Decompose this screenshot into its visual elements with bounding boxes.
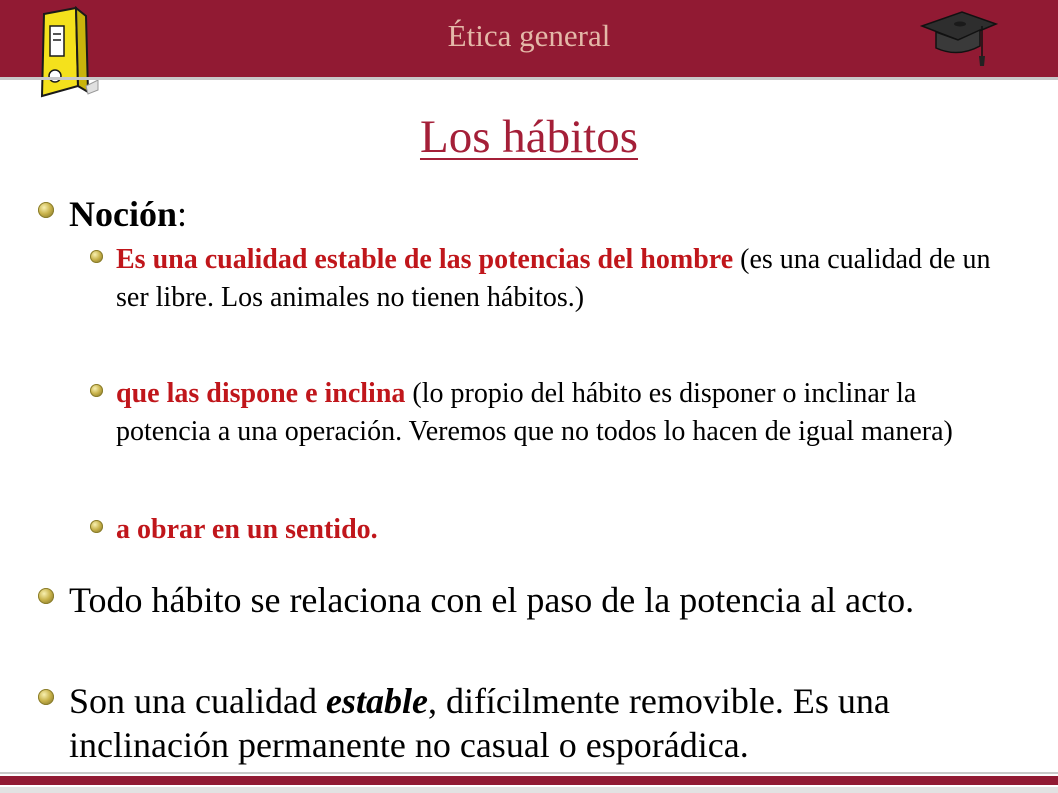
bullet-icon (38, 202, 54, 218)
bullet-todo-habito: Todo hábito se relaciona con el paso de la potencia al acto. (69, 580, 915, 620)
sub-item-cualidad-text: (es una cualidad de un ser libre. Los animales no tienen hábitos.) (116, 244, 991, 313)
slide-title: Los hábitos (419, 111, 639, 163)
bullet-nocion (69, 192, 1029, 236)
sub-item-cualidad-highlight: Es una cualidad estable de las potencias del hombre (116, 244, 734, 275)
estable-pre: Son una cualidad (69, 681, 326, 721)
estable-post: , difícilmente removible. Es una inclinación permanente no casual o esporádica. (69, 681, 890, 765)
sub-item-obrar (116, 511, 1016, 549)
sub-bullet-icon (90, 250, 103, 263)
sub-bullet-icon (90, 520, 103, 533)
footer-bar (0, 776, 1058, 785)
nocion-label: Noción (69, 194, 177, 234)
footer-divider (0, 772, 1058, 774)
header-title: Ética general (447, 18, 611, 53)
header-divider (0, 77, 1058, 80)
sub-item-dispone-highlight: que las dispone e inclina (116, 378, 406, 409)
sub-item-cualidad (116, 241, 1016, 317)
sub-bullet-icon (90, 384, 103, 397)
sub-item-dispone-text: (lo propio del hábito es disponer o inclinar la potencia a una operación. Veremos que no todos lo hacen de igual manera) (116, 378, 953, 447)
bullet-icon (38, 689, 54, 705)
binder-folder-icon (30, 6, 100, 98)
graduation-cap-icon (918, 4, 998, 70)
footer-divider-bottom (0, 787, 1058, 793)
estable-emphasis: estable (325, 681, 428, 721)
nocion-colon: : (177, 194, 188, 234)
bullet-icon (38, 588, 54, 604)
sub-item-obrar-highlight: a obrar en un sentido. (116, 514, 378, 545)
bullet-cualidad-estable (69, 679, 1029, 767)
sub-item-dispone (116, 375, 1016, 451)
